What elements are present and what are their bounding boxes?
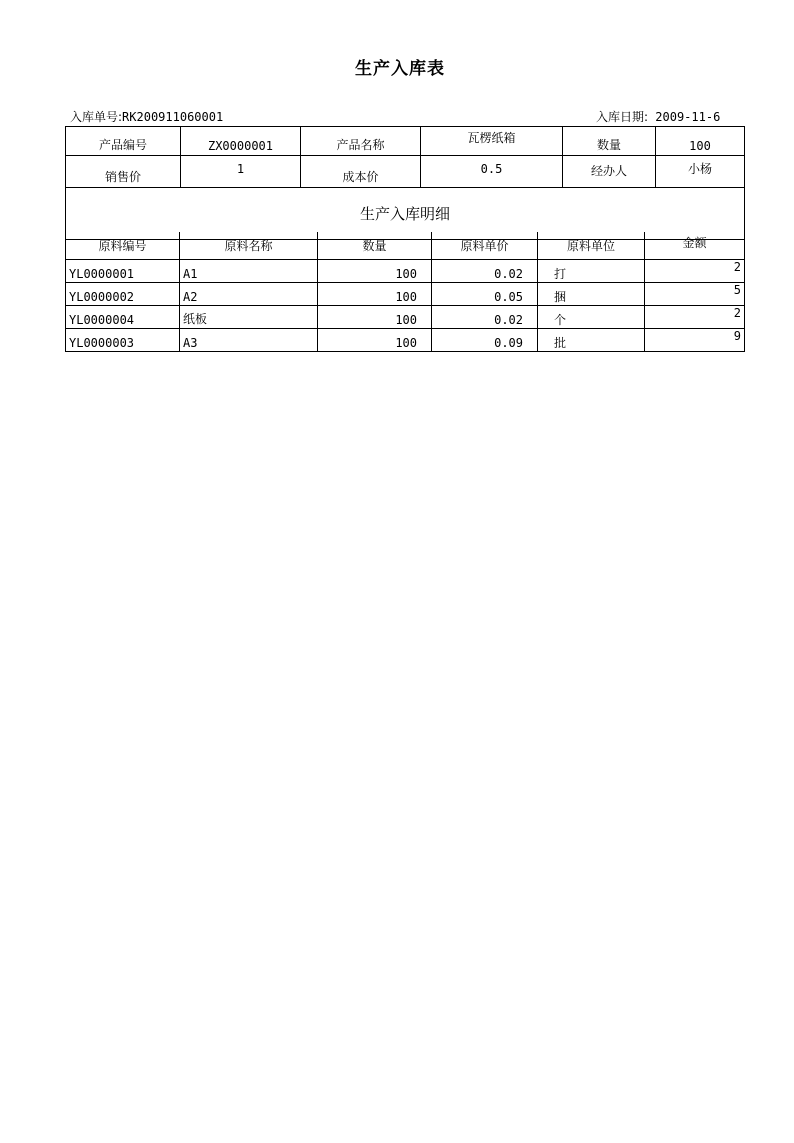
order-date-value: 2009-11-6 xyxy=(655,110,721,124)
material-unit: 捆 xyxy=(538,283,645,306)
material-qty: 100 xyxy=(318,329,432,352)
material-detail-table xyxy=(65,232,745,352)
header-material-name: 原料名称 xyxy=(180,232,318,260)
detail-section-title: 生产入库明细 xyxy=(66,188,745,240)
material-name: A1 xyxy=(180,260,318,283)
cost-price-value: 0.5 xyxy=(421,156,563,188)
table-row xyxy=(66,283,745,306)
material-code: YL0000001 xyxy=(66,260,180,283)
material-price: 0.02 xyxy=(432,260,538,283)
quantity-label: 数量 xyxy=(563,127,656,156)
material-code: YL0000003 xyxy=(66,329,180,352)
table-row xyxy=(66,306,745,329)
header-unit-price: 原料单价 xyxy=(432,232,538,260)
material-qty: 100 xyxy=(318,283,432,306)
detail-header-row xyxy=(66,232,745,260)
handler-label: 经办人 xyxy=(563,156,656,188)
sale-price-value: 1 xyxy=(181,156,301,188)
order-date-label: 入库日期: xyxy=(596,110,649,124)
order-number-label: 入库单号: xyxy=(70,110,123,124)
material-unit: 个 xyxy=(538,306,645,329)
header-quantity: 数量 xyxy=(318,232,432,260)
header-amount: 金额 xyxy=(645,232,745,260)
material-unit: 打 xyxy=(538,260,645,283)
material-amount: 9 xyxy=(645,329,745,352)
material-code: YL0000004 xyxy=(66,306,180,329)
table-row xyxy=(66,260,745,283)
material-code: YL0000002 xyxy=(66,283,180,306)
material-price: 0.02 xyxy=(432,306,538,329)
product-name-value: 瓦楞纸箱 xyxy=(421,127,563,156)
product-code-value: ZX0000001 xyxy=(181,127,301,156)
cost-price-label: 成本价 xyxy=(301,156,421,188)
order-date xyxy=(596,108,720,125)
material-amount: 5 xyxy=(645,283,745,306)
handler-value: 小杨 xyxy=(656,156,745,188)
product-name-label: 产品名称 xyxy=(301,127,421,156)
material-amount: 2 xyxy=(645,306,745,329)
product-info-table xyxy=(65,126,745,240)
table-row xyxy=(66,329,745,352)
material-price: 0.09 xyxy=(432,329,538,352)
material-qty: 100 xyxy=(318,260,432,283)
order-number-value: RK200911060001 xyxy=(122,110,224,124)
page-title: 生产入库表 xyxy=(355,59,445,79)
material-unit: 批 xyxy=(538,329,645,352)
header-material-code: 原料编号 xyxy=(66,232,180,260)
material-amount: 2 xyxy=(645,260,745,283)
header-unit: 原料单位 xyxy=(538,232,645,260)
order-number xyxy=(70,108,223,125)
sale-price-label: 销售价 xyxy=(66,156,181,188)
material-name: 纸板 xyxy=(180,306,318,329)
material-name: A3 xyxy=(180,329,318,352)
material-qty: 100 xyxy=(318,306,432,329)
material-name: A2 xyxy=(180,283,318,306)
quantity-value: 100 xyxy=(656,127,745,156)
product-code-label: 产品编号 xyxy=(66,127,181,156)
material-price: 0.05 xyxy=(432,283,538,306)
